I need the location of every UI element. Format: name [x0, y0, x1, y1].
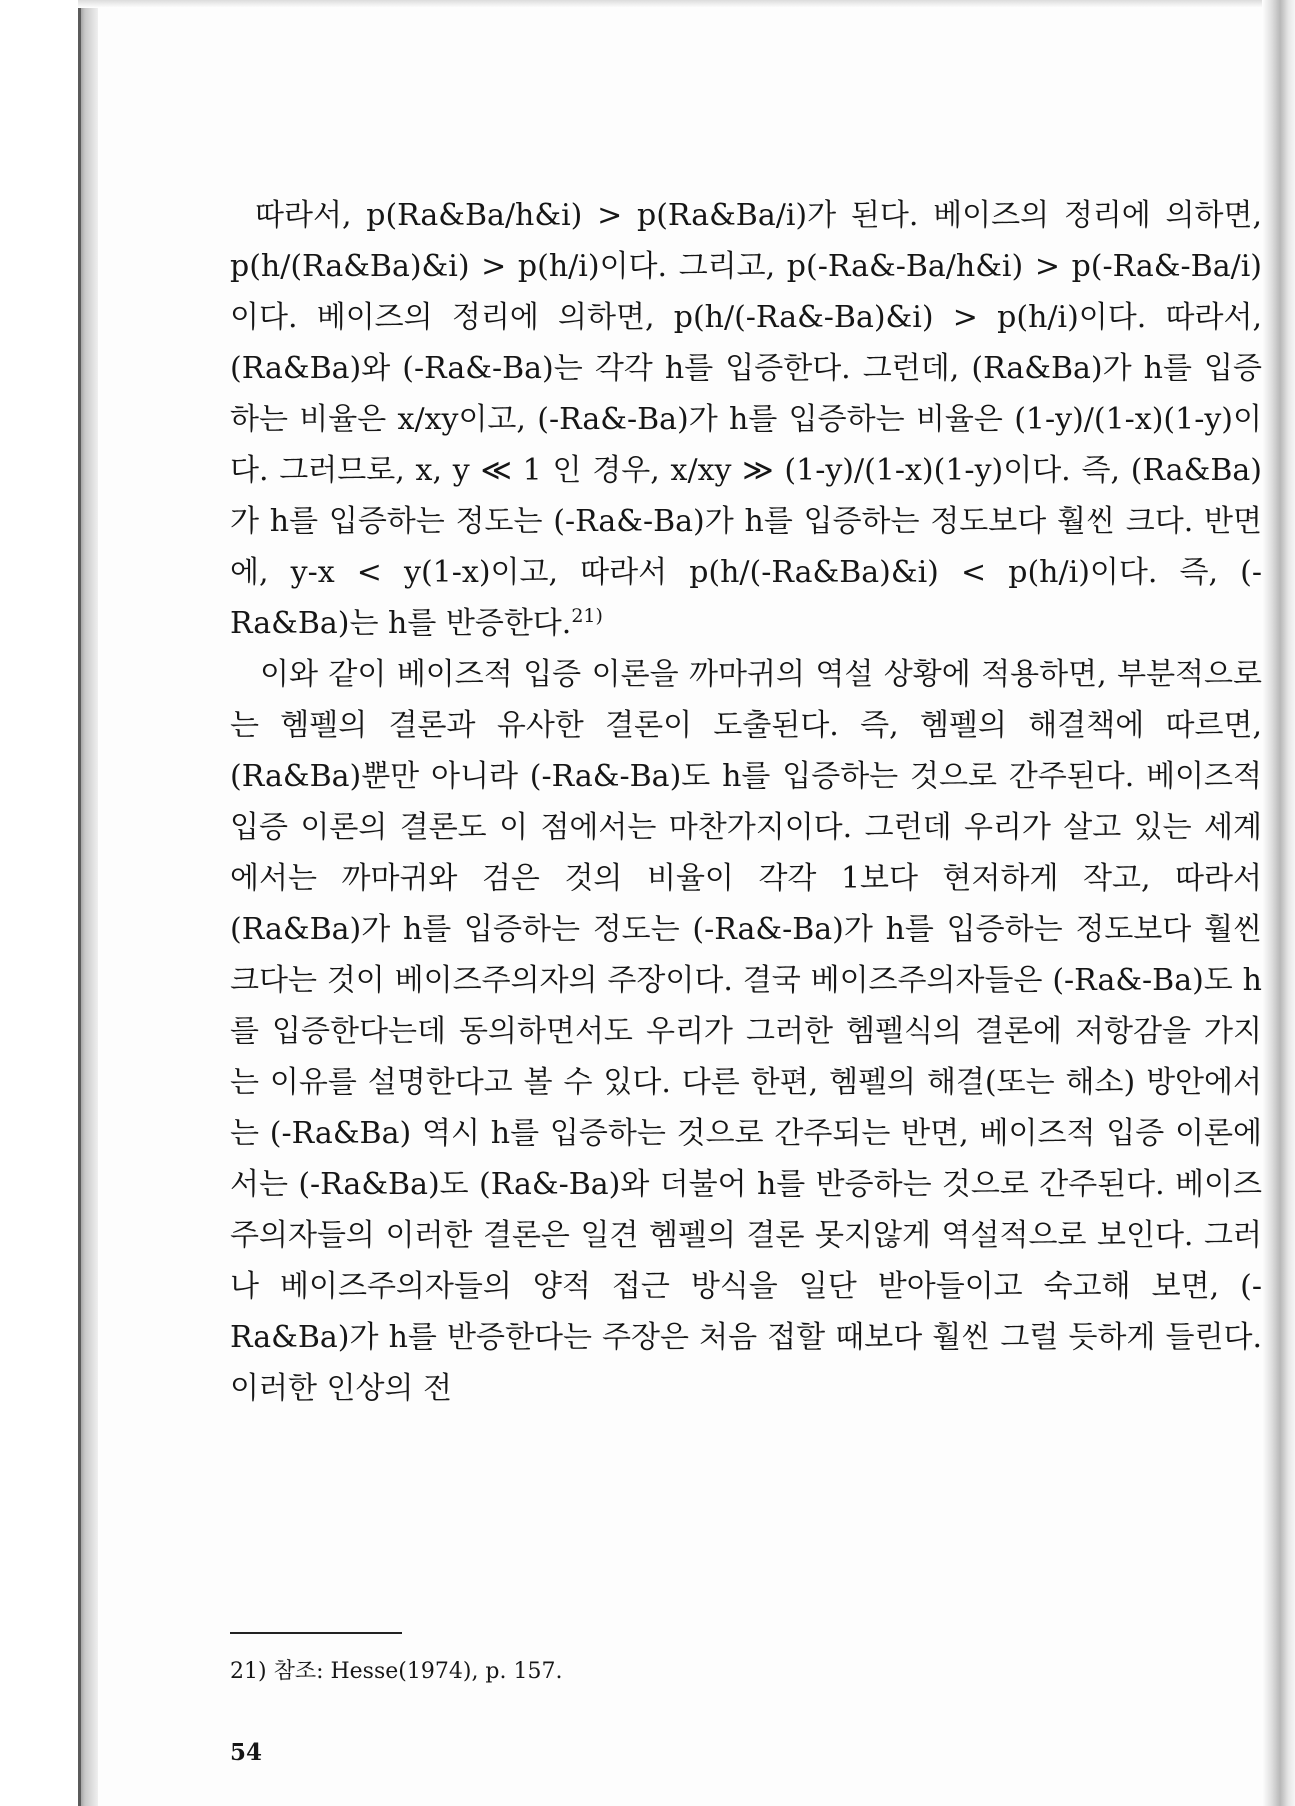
footnote-reference: 21) [571, 605, 603, 627]
paragraph-1 [230, 190, 1262, 649]
footnote: 21) 참조: Hesse(1974), p. 157. [230, 1659, 563, 1684]
page-sheet [98, 8, 1262, 1806]
book-page-edges [1262, 0, 1295, 1806]
book-spine-shadow [78, 0, 98, 1806]
body-text [230, 190, 1262, 1414]
footnote-separator [230, 1632, 402, 1634]
paragraph-2-text: 이와 같이 베이즈적 입증 이론을 까마귀의 역설 상황에 적용하면, 부분적으로는 헴펠의 결론과 유사한 결론이 도출된다. 즉, 헴펠의 해결책에 따르면, (Ra&Ba)뿐만 아니라 (-Ra&-Ba)도 h를 입증하는 것으로 간주된다. 베이즈적 입증 이론의 결론도 이 점에서는 마찬가지이다. 그런데 우리가 살고 있는 세계에서는 까마귀와 검은 것의 비율이 각각 1보다 현저하게 작고, 따라서 (Ra&Ba)가 h를 입증하는 정도는 (-Ra&-Ba)가 h를 입증하는 정도보다 훨씬 크다는 것이 베이즈주의자의 주장이다. 결국 베이즈주의자들은 (-Ra&-Ba)도 h를 입증한다는데 동의하면서도 우리가 그러한 헴펠식의 결론에 저항감을 가지는 이유를 설명한다고 볼 수 있다. 다른 한편, 헴펠의 해결(또는 해소) 방안에서는 (-Ra&Ba) 역시 h를 입증하는 것으로 간주되는 반면, 베이즈적 입증 이론에서는 (-Ra&Ba)도 (Ra&-Ba)와 더불어 h를 반증하는 것으로 간주된다. 베이즈주의자들의 이러한 결론은 일견 헴펠의 결론 못지않게 역설적으로 보인다. 그러나 베이즈주의자들의 양적 접근 방식을 일단 받아들이고 숙고해 보면, (-Ra&Ba)가 h를 반증한다는 주장은 처음 접할 때보다 훨씬 그럴 듯하게 들린다. 이러한 인상의 전 [230, 657, 1262, 1406]
book-top-edge [78, 0, 1268, 8]
paragraph-1-text: 따라서, p(Ra&Ba/h&i) > p(Ra&Ba/i)가 된다. 베이즈의 정리에 의하면, p(h/(Ra&Ba)&i) > p(h/i)이다. 그리고, p(-Ra&-Ba/h&i) > p(-Ra&-Ba/i)이다. 베이즈의 정리에 의하면, p(h/(-Ra&-Ba)&i) > p(h/i)이다. 따라서, (Ra&Ba)와 (-Ra&-Ba)는 각각 h를 입증한다. 그런데, (Ra&Ba)가 h를 입증하는 비율은 x/xy이고, (-Ra&-Ba)가 h를 입증하는 비율은 (1-y)/(1-x)(1-y)이다. 그러므로, x, y ≪ 1 인 경우, x/xy ≫ (1-y)/(1-x)(1-y)이다. 즉, (Ra&Ba)가 h를 입증하는 정도는 (-Ra&-Ba)가 h를 입증하는 정도보다 훨씬 크다. 반면에, y-x < y(1-x)이고, 따라서 p(h/(-Ra&Ba)&i) < p(h/i)이다. 즉, (-Ra&Ba)는 h를 반증한다. [230, 198, 1262, 641]
page-number: 54 [230, 1739, 263, 1766]
paragraph-2 [230, 649, 1262, 1414]
